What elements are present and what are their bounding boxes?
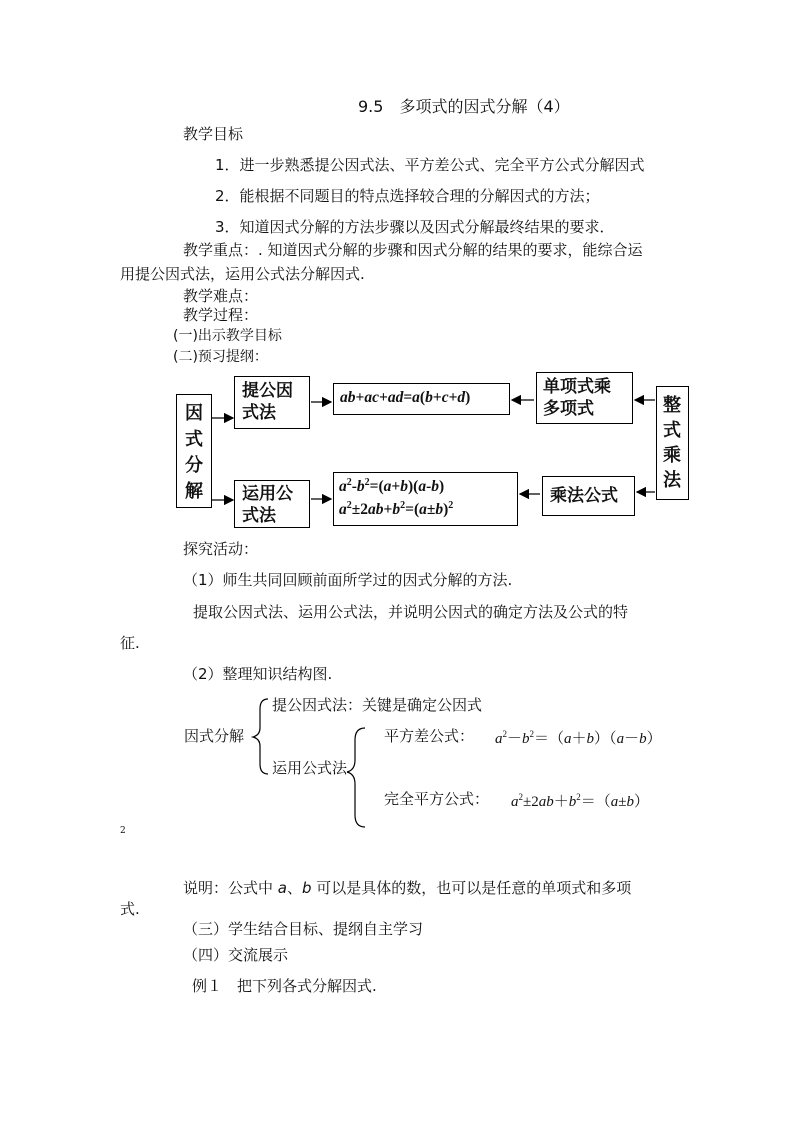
outer-brace [253,699,268,774]
step-1: (一)出示教学目标 [173,328,282,344]
objective-item-3: 3．知道因式分解的方法步骤以及因式分解最终结果的要求． [215,218,615,236]
difference-of-squares-formula: $a^2-b^2=(a+b)(a-b)$ [339,476,445,495]
common-factor-line-1: 提公因 [242,381,293,401]
poly-mult-char-4: 法 [663,470,681,491]
factorization-char-1: 因 [185,403,203,424]
factorization-box [176,394,212,508]
common-factor-method-box [234,376,310,429]
structure-root: 因式分解 [184,727,245,745]
explore-item-1-detail-1: 提取公因式法、运用公式法，并说明公因式的确定方法及公式的特 [193,603,629,621]
key-point-line-2: 用提公因式法，运用公式法分解因式. [120,265,365,283]
difference-of-squares-expression: $a^2-b^2=(a+b)(a-b)$ [495,729,662,747]
formula-method-line-2: 式法 [242,506,276,526]
explore-item-2: （2）整理知识结构图. [183,665,333,683]
product-formulas-box [333,472,518,526]
step-3: （三）学生结合目标、提纲自主学习 [183,920,424,938]
structure-branch-formula: 运用公式法 [272,759,348,777]
monomial-line-2: 多项式 [543,399,594,419]
poly-mult-char-3: 乘 [663,445,681,466]
example-1: 例１ 把下列各式分解因式. [192,977,377,995]
perfect-square-formula: $a^2\pm 2ab+b^2=(a\pm b)^2$ [339,499,454,518]
step-2: (二)预习提纲： [173,349,268,365]
inner-brace [347,728,365,827]
multiplication-formula-box [542,476,635,516]
common-factor-formula-box [333,383,510,415]
factorization-char-2: 式 [185,429,203,450]
key-point-line-1: 教学重点：. 知道因式分解的步骤和因式分解的结果的要求，能综合运 [183,241,643,259]
poly-mult-char-1: 整 [663,395,681,416]
monomial-times-polynomial-box [536,372,633,424]
perfect-square-label: 完全平方公式： [384,790,490,808]
difference-of-squares-label: 平方差公式： [384,727,475,745]
note-line-2: 式. [120,900,140,918]
poly-mult-char-2: 式 [663,420,681,441]
objective-item-2: 2．能根据不同题目的特点选择较合理的分解因式的方法； [215,187,600,205]
monomial-line-1: 单项式乘 [543,377,611,397]
multiplication-formula-label: 乘法公式 [550,486,618,506]
process-heading: 教学过程： [183,306,259,324]
common-factor-line-2: 式法 [242,403,276,423]
polynomial-multiplication-box [656,386,689,500]
objective-item-1: 1．进一步熟悉提公因式法、平方差公式、完全平方公式分解因式 [215,156,645,174]
formula-method-box [234,480,310,528]
difficulty-heading: 教学难点： [183,287,259,305]
formula-method-line-1: 运用公 [242,484,293,504]
perfect-square-expression: $a^2\pm 2ab+b^2=(a\pm b)$ [511,792,650,810]
page-title: 9.5 多项式的因式分解（4） [358,97,570,116]
factorization-char-4: 解 [185,481,203,502]
step-4: （四）交流展示 [183,946,289,964]
common-factor-formula: ab+ac+ad=a(b+c+d) [340,389,471,406]
explore-item-1: （1）师生共同回顾前面所学过的因式分解的方法. [183,571,513,589]
note-line-1: 说明：公式中 a、b 可以是具体的数，也可以是任意的单项式和多项 [183,879,632,897]
structure-branch-common-factor: 提公因式法：关键是确定公因式 [272,696,483,714]
explore-heading: 探究活动： [183,540,259,558]
objectives-heading: 教学目标 [183,125,244,143]
factorization-char-3: 分 [185,455,203,476]
explore-item-1-detail-2: 征. [120,634,140,652]
stray-exponent: 2 [120,826,126,836]
